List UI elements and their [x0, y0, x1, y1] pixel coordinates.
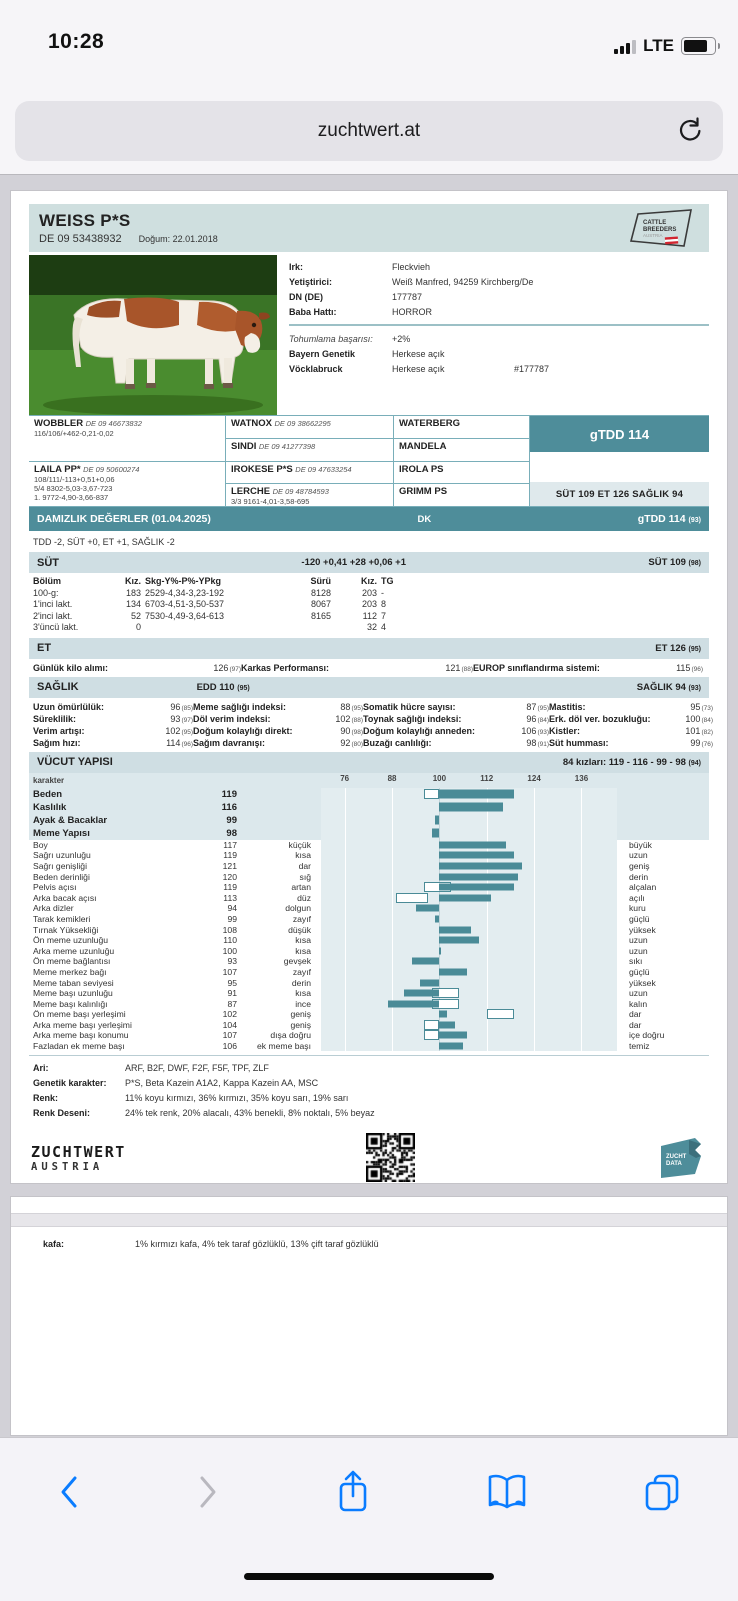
breeding-values-band [29, 507, 709, 531]
svg-text:BREEDERS: BREEDERS [643, 227, 677, 233]
network-type-label: LTE [643, 36, 674, 55]
status-bar [0, 0, 738, 90]
metric-label: EUROP sınıflandırma sistemi: [473, 662, 600, 673]
chart-outline-marker [424, 1020, 440, 1030]
chart-bar [432, 829, 440, 838]
metric-label: Doğum kolaylığı direkt: [193, 725, 293, 736]
chart-trait-row: Meme taban seviyesi 95 derin yüksek [33, 977, 656, 988]
chart-bar [439, 1043, 463, 1050]
address-bar[interactable] [15, 101, 723, 161]
tdd-delta-line: TDD -2, SÜT +0, ET +1, SAĞLIK -2 [33, 536, 175, 547]
health-title: SAĞLIK [37, 681, 79, 693]
metric-label: Günlük kilo alımı: [33, 662, 109, 673]
metric-label: Sağım davranışı: [193, 737, 266, 748]
dam-id: DE 09 50600274 [83, 464, 140, 474]
metric-value: 102(95) [165, 725, 193, 736]
genetic-info-row: Renk Deseni: 24% tek renk, 20% alacalı, 43% benekli, 8% noktalı, 5% beyaz [33, 1108, 375, 1119]
metric-value: 115(96) [676, 662, 703, 673]
chart-bar [439, 803, 502, 812]
metric-value: 126(97) [213, 662, 241, 673]
beef-metrics [29, 659, 709, 677]
tabs-button[interactable] [642, 1472, 682, 1512]
milk-table [33, 576, 403, 634]
health-metrics [29, 698, 713, 752]
zuchtwert-austria-logo: ZUCHTWERT AUSTRIA [31, 1142, 126, 1173]
sub-indexes: SÜT 109 ET 126 SAĞLIK 94 [530, 482, 709, 506]
chart-bar [439, 947, 441, 954]
chart-summary-row: Meme Yapısı 98 [29, 827, 709, 840]
chart-trait-row: Arka meme uzunluğu 100 kısa uzun [33, 945, 648, 956]
metric-label: Sağım hızı: [33, 737, 81, 748]
bull-id: DE 09 53438932 [39, 233, 122, 245]
metric-value: 121(88) [445, 662, 473, 673]
pedigree-grandparent-cell: LERCHE DE 09 48784593 3/3 9161-4,01-3,58-695 [226, 483, 393, 506]
beef-title: ET [37, 642, 52, 654]
chart-trait-row: Pelvis açısı 119 artan alçalan [33, 882, 657, 893]
chart-bar [439, 852, 514, 859]
bull-photo [29, 255, 277, 415]
metric-label: Uzun ömürlülük: [33, 701, 104, 712]
svg-text:AUSTRIA: AUSTRIA [643, 233, 663, 238]
kafa-label: kafa: [43, 1239, 65, 1249]
metric-value: 96(85) [170, 701, 193, 712]
info-row: Tohumlama başarısı: +2% [289, 333, 411, 344]
gtdd-total-index: gTDD 114 [530, 416, 709, 452]
home-indicator[interactable] [244, 1573, 494, 1580]
chart-bar [439, 1021, 455, 1028]
genetic-info-row: Ari: ARF, B2F, DWF, F2F, F5F, TPF, ZLF [33, 1063, 269, 1074]
document-page [10, 190, 728, 1184]
chart-bar [435, 816, 439, 825]
metric-label: Toynak sağlığı indeksi: [363, 713, 462, 724]
dam-name: LAILA PP* [34, 463, 81, 475]
metric-value: 92(80) [340, 737, 363, 748]
gtdd-value: gTDD 114 (93) [637, 513, 701, 525]
milk-table-row: 1'inci lakt. 134 6703-4,51-3,50-537 8067 203 8 [33, 599, 387, 609]
url-text[interactable]: zuchtwert.at [317, 120, 421, 141]
chart-bar [420, 979, 440, 986]
metric-label: Erk. döl ver. bozukluğu: [549, 713, 651, 724]
info-row: Baba Hattı: HORROR [289, 306, 432, 317]
chart-trait-row: Ön meme bağlantısı 93 gevşek sıkı [33, 956, 643, 967]
pedigree-dam-cell: LAILA PP* DE 09 50600274 108/111/-113+0,51+0,06 5/4 8302-5,03-3,67-723 1. 9772-4,90-3,66-837 [29, 461, 225, 507]
chart-summary-row: Beden 119 [29, 788, 709, 801]
chart-trait-row: Ön meme başı yerleşimi 102 geniş dar [33, 1009, 642, 1020]
svg-text:CATTLE: CATTLE [643, 220, 667, 226]
browser-toolbar [0, 1437, 738, 1601]
milk-index: SÜT 109 (98) [648, 557, 701, 568]
sire-name: WOBBLER [34, 418, 84, 429]
browser-address-zone [0, 90, 738, 175]
chart-trait-row: Meme başı uzunluğu 91 kısa uzun [33, 988, 648, 999]
chart-bar [388, 1000, 439, 1007]
conformation-section-band [29, 752, 709, 773]
chart-outline-marker [424, 1030, 440, 1040]
svg-text:ZUCHT: ZUCHT [666, 1153, 687, 1160]
pedigree-greatgrandparent-cell: IROLA PS [394, 461, 529, 484]
pedigree-grandparent-cell: WATNOX DE 09 38662295 [231, 418, 331, 429]
chart-bar [412, 958, 440, 965]
chart-bar [439, 884, 514, 891]
beef-section-band [29, 638, 709, 659]
forward-button[interactable] [195, 1472, 221, 1512]
info-row: Vöcklabruck Herkese açık #177787 [289, 363, 550, 374]
chart-trait-row: Tırnak Yüksekliği 108 düşük yüksek [33, 924, 656, 935]
pedigree-grandparents-column [226, 416, 394, 506]
milk-table-row: 100-g: 183 2529-4,34-3,23-192 8128 203 - [33, 587, 384, 598]
chart-trait-row: Arka meme başı konumu 107 dışa doğru içe doğru [33, 1030, 665, 1041]
metric-value: 106(93) [521, 725, 549, 736]
chart-trait-row: Meme başı kalınlığı 87 ince kalın [33, 998, 648, 1009]
sire-id: DE 09 46673832 [85, 419, 142, 428]
milk-deltas: -120 +0,41 +28 +0,06 +1 [301, 557, 406, 568]
chart-trait-row: Fazladan ek meme başı 106 ek meme başı temiz [33, 1041, 650, 1052]
bookmarks-button[interactable] [485, 1472, 529, 1512]
chart-trait-row: Sağrı uzunluğu 119 kısa uzun [33, 850, 648, 861]
chart-bar [439, 873, 518, 880]
genetic-info-row: Renk: 11% koyu kırmızı, 36% kırmızı, 35% koyu sarı, 19% sarı [33, 1093, 349, 1104]
metric-label: Somatik hücre sayısı: [363, 701, 456, 712]
metric-value: 95(73) [690, 701, 713, 712]
pedigree-greatgrandparent-cell: MANDELA [394, 438, 529, 461]
metric-label: Meme sağlığı indeksi: [193, 701, 287, 712]
pedigree-parents-column [29, 416, 226, 506]
milk-table-header: Bölüm Kız. Skg-Y%-P%-YPkg Sürü Kız. TG [33, 576, 394, 586]
bull-name: WEISS P*S [39, 211, 131, 230]
conformation-title: VÜCUT YAPISI [37, 756, 113, 768]
chart-trait-row: Beden derinliği 120 sığ derin [33, 871, 649, 882]
chart-trait-row: Boy 117 küçük büyük [33, 839, 652, 850]
svg-text:DATA: DATA [666, 1160, 682, 1167]
conformation-chart [29, 773, 709, 1052]
kafa-value: 1% kırmızı kafa, 4% tek taraf gözlüklü, 13% çift taraf gözlüklü [135, 1239, 379, 1249]
axis-title: karakter [33, 775, 65, 785]
metric-label: Döl verim indeksi: [193, 713, 271, 724]
divider [289, 324, 709, 326]
info-row: Yetiştirici: Weiß Manfred, 94259 Kirchberg/De [289, 276, 534, 287]
chart-trait-row: Arka bacak açısı 113 düz açılı [33, 892, 645, 903]
country-code: DK [417, 513, 432, 525]
battery-icon [681, 37, 716, 55]
pedigree-greatgrandparent-cell: WATERBERG [399, 418, 461, 429]
chart-trait-row: Arka dizler 94 dolgun kuru [33, 903, 646, 914]
back-button[interactable] [56, 1472, 82, 1512]
metric-label: Verim artışı: [33, 725, 85, 736]
document-header [29, 204, 709, 252]
metric-value: 102(88) [335, 713, 363, 724]
metric-value: 101(82) [685, 725, 713, 736]
metric-value: 88(95) [340, 701, 363, 712]
chart-bar [435, 915, 439, 922]
metric-value: 114(96) [166, 737, 193, 748]
chart-summary-row: Ayak & Bacaklar 99 [29, 814, 709, 827]
chart-bar [416, 905, 440, 912]
metric-label: Karkas Performansı: [241, 662, 330, 673]
birth-date: Doğum: 22.01.2018 [138, 234, 218, 244]
edd-index: EDD 110 (95) [196, 681, 250, 693]
health-index: SAĞLIK 94 (93) [636, 681, 701, 693]
bull-info-table [277, 255, 709, 415]
chart-bar [404, 990, 440, 997]
metric-value: 99(76) [690, 737, 713, 748]
chart-bar [439, 1011, 447, 1018]
chart-trait-row: Tarak kemikleri 99 zayıf güçlü [33, 913, 650, 924]
metric-label: Kistler: [549, 725, 581, 736]
metric-label: Süt humması: [549, 737, 609, 748]
cattle-breeders-logo [625, 207, 699, 249]
chart-trait-row: Sağrı genişliği 121 dar geniş [33, 860, 650, 871]
breeding-values-title: DAMIZLIK DEĞERLER (01.04.2025) [37, 513, 211, 525]
milk-table-row: 3'üncü lakt. 0 32 4 [33, 622, 387, 632]
section-strip [11, 1213, 727, 1227]
chart-trait-row: Ön meme uzunluğu 110 kısa uzun [33, 935, 648, 946]
chart-axis-row [29, 773, 709, 788]
zucht-data-flag-logo [655, 1136, 707, 1180]
reload-icon[interactable] [675, 116, 705, 146]
genetic-info-rows [29, 1055, 709, 1123]
qr-code [366, 1133, 415, 1182]
gtdd-column [530, 416, 709, 506]
chart-bar [439, 968, 467, 975]
pedigree-grandparent-cell: SINDI DE 09 41277398 [226, 438, 393, 461]
info-row: Irk: Fleckvieh [289, 261, 431, 272]
metric-label: Süreklilik: [33, 713, 77, 724]
daughters-summary: 84 kızları: 119 - 116 - 99 - 98 (94) [562, 756, 701, 768]
metric-value: 93(97) [170, 713, 193, 724]
chart-bar [439, 926, 471, 933]
info-row: DN (DE) 177787 [289, 291, 423, 302]
chart-trait-row: Arka meme başı yerleşimi 104 geniş dar [33, 1019, 642, 1030]
share-button[interactable] [333, 1468, 373, 1516]
genetic-info-row: Genetik karakter: P*S, Beta Kazein A1A2, Kappa Kazein AA, MSC [33, 1078, 319, 1089]
health-section-band [29, 677, 709, 698]
chart-summary-row: Kaslılık 116 [29, 801, 709, 814]
pedigree-greatgrandparents-column [394, 416, 530, 506]
pedigree-sire-cell: WOBBLER DE 09 46673832 116/106/+462-0,21-0,02 [34, 418, 142, 438]
pedigree-table [29, 415, 709, 507]
document-page-2 [10, 1196, 728, 1436]
signal-strength-icon [614, 39, 636, 54]
chart-bar [439, 894, 490, 901]
chart-bar [439, 937, 478, 944]
clock: 10:28 [48, 30, 105, 53]
milk-table-row: 2'inci lakt. 52 7530-4,49-3,64-613 8165 112 7 [33, 610, 387, 621]
chart-outline-marker [424, 789, 440, 799]
metric-label: Mastitis: [549, 701, 586, 712]
metric-value: 98(91) [526, 737, 549, 748]
chart-bar [439, 1032, 467, 1039]
metric-label: Doğum kolaylığı anneden: [363, 725, 476, 736]
axis-ticks: 76 88 100 112 124 136 [321, 773, 617, 788]
chart-outline-marker [396, 893, 428, 903]
metric-value: 90(98) [340, 725, 363, 736]
metric-value: 87(95) [526, 701, 549, 712]
document-footer [29, 1133, 709, 1182]
pedigree-greatgrandparent-cell: GRIMM PS [394, 483, 529, 506]
metric-value: 96(84) [526, 713, 549, 724]
info-row: Bayern Genetik Herkese açık [289, 348, 445, 359]
chart-trait-row: Meme merkez bağı 107 zayıf güçlü [33, 966, 650, 977]
metric-label: Buzağı canlılığı: [363, 737, 432, 748]
kafa-row [11, 1227, 727, 1249]
metric-value: 100(84) [685, 713, 713, 724]
milk-title: SÜT [37, 556, 59, 569]
pedigree-grandparent-cell: IROKESE P*S DE 09 47633254 [226, 461, 393, 484]
beef-index: ET 126 (95) [655, 642, 701, 654]
chart-outline-marker [487, 1009, 515, 1019]
chart-bar [439, 862, 522, 869]
chart-bar [439, 841, 506, 848]
chart-bar [439, 790, 514, 799]
milk-section-band [29, 552, 709, 573]
